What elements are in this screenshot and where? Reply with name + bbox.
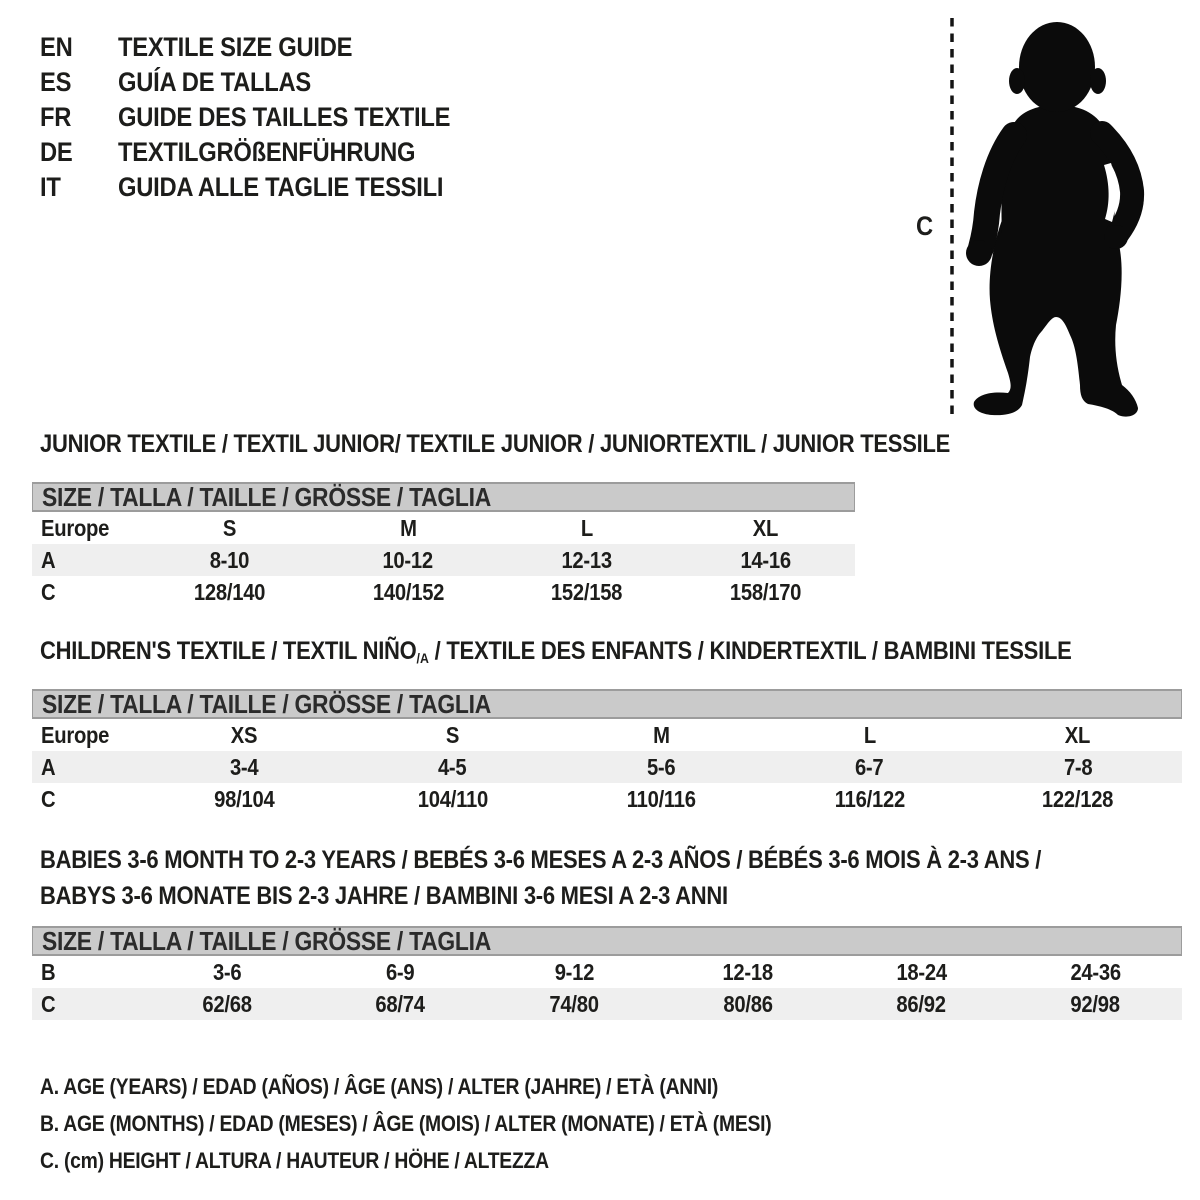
table-cell-text: 128/140 xyxy=(193,578,266,605)
table-cell xyxy=(1008,991,1182,1018)
table-row xyxy=(32,719,1182,751)
table-cell-text: 12-13 xyxy=(561,546,613,573)
table-row xyxy=(32,783,1182,815)
table-cell xyxy=(348,722,556,749)
table-cell xyxy=(140,786,348,813)
language-code xyxy=(40,67,118,98)
language-code-text: ES xyxy=(40,67,72,97)
language-title-list xyxy=(40,30,496,205)
language-row xyxy=(40,65,496,100)
table-cell-text: 110/116 xyxy=(626,785,696,812)
language-code-text: IT xyxy=(40,172,61,202)
junior-size-table xyxy=(32,482,855,608)
row-label-text: A xyxy=(41,753,56,780)
table-cell-text: XL xyxy=(1065,721,1091,748)
table-cell xyxy=(487,991,661,1018)
table-row xyxy=(32,512,855,544)
table-cell-text: 140/152 xyxy=(372,578,444,605)
language-code xyxy=(40,172,118,203)
language-code xyxy=(40,32,118,63)
table-cell xyxy=(140,754,348,781)
table-cell-text: 4-5 xyxy=(438,753,467,780)
row-label-text: C xyxy=(41,785,56,812)
table-cell-text: 74/80 xyxy=(549,990,599,1017)
table-cell-text: S xyxy=(222,514,236,541)
table-cell xyxy=(661,959,835,986)
table-cell xyxy=(140,579,319,606)
table-cell xyxy=(765,786,973,813)
size-header-text: SIZE / TALLA / TAILLE / GRÖSSE / TAGLIA xyxy=(42,481,491,512)
row-label xyxy=(32,786,140,813)
table-row xyxy=(32,956,1182,988)
footnote-line xyxy=(40,1142,871,1179)
table-cell-text: L xyxy=(580,514,593,541)
table-cell xyxy=(835,959,1009,986)
table-cell xyxy=(348,754,556,781)
table-cell xyxy=(498,547,677,574)
table-cell xyxy=(140,991,314,1018)
table-cell xyxy=(557,786,765,813)
children-heading-post: / TEXTILE DES ENFANTS / KINDERTEXTIL / BAMBINI TESSILE xyxy=(428,637,1072,665)
footnote-line xyxy=(40,1068,871,1105)
junior-heading-text: JUNIOR TEXTILE / TEXTIL JUNIOR/ TEXTILE JUNIOR / JUNIORTEXTIL / JUNIOR TESSILE xyxy=(40,430,951,458)
table-cell xyxy=(319,547,498,574)
row-label xyxy=(32,959,140,986)
table-cell xyxy=(676,579,855,606)
table-cell xyxy=(676,547,855,574)
table-cell-text: 14-16 xyxy=(740,546,791,573)
table-row xyxy=(32,988,1182,1020)
toddler-silhouette-icon xyxy=(966,22,1138,417)
row-label-text: A xyxy=(41,546,56,573)
table-cell-text: 158/170 xyxy=(729,578,802,605)
table-cell xyxy=(314,959,488,986)
table-cell-text: M xyxy=(399,514,417,541)
table-cell xyxy=(1008,959,1182,986)
table-cell-text: 62/68 xyxy=(202,990,252,1017)
language-title: GUÍA DE TALLAS xyxy=(118,67,311,97)
language-row xyxy=(40,135,496,170)
children-heading-subscript: /A xyxy=(416,650,429,666)
table-cell-text: 152/158 xyxy=(551,578,623,605)
language-title: GUIDA ALLE TAGLIE TESSILI xyxy=(118,172,444,202)
row-label-text: C xyxy=(41,578,56,605)
footnote-line xyxy=(40,1105,871,1142)
children-heading-pre: CHILDREN'S TEXTILE / TEXTIL NIÑO xyxy=(40,637,417,665)
row-label-text: Europe xyxy=(41,514,110,541)
height-measure-figure xyxy=(890,5,1150,425)
table-cell xyxy=(140,515,319,542)
junior-section-heading xyxy=(40,431,1074,457)
table-cell xyxy=(498,515,677,542)
language-title: GUIDE DES TAILLES TEXTILE xyxy=(118,102,451,132)
table-cell xyxy=(765,754,973,781)
size-header-text: SIZE / TALLA / TAILLE / GRÖSSE / TAGLIA xyxy=(42,925,491,956)
table-cell-text: M xyxy=(652,721,670,748)
table-cell-text: 68/74 xyxy=(375,990,426,1017)
row-label xyxy=(32,515,140,542)
footnote-legend xyxy=(40,1068,871,1179)
table-cell-text: 10-12 xyxy=(382,546,434,573)
table-cell xyxy=(140,722,348,749)
table-cell-text: 80/86 xyxy=(723,990,773,1017)
children-heading-text xyxy=(40,638,1072,667)
table-cell-text: 12-18 xyxy=(722,958,774,985)
children-section-heading xyxy=(40,638,1200,667)
babies-section-heading xyxy=(40,842,1178,914)
row-label xyxy=(32,991,140,1018)
table-cell xyxy=(765,722,973,749)
table-cell xyxy=(319,579,498,606)
table-cell xyxy=(140,547,319,574)
language-row xyxy=(40,30,496,65)
row-label-text: Europe xyxy=(41,721,110,748)
language-row xyxy=(40,170,496,205)
table-cell-text: 3-4 xyxy=(229,753,259,780)
babies-size-table xyxy=(32,926,1182,1020)
babies-heading-line2-text: BABYS 3-6 MONATE BIS 2-3 JAHRE / BAMBINI 3-6 MESI A 2-3 ANNI xyxy=(40,882,728,910)
table-cell xyxy=(314,991,488,1018)
footnote-text: A. AGE (YEARS) / EDAD (AÑOS) / ÂGE (ANS) / ALTER (JAHRE) / ETÀ (ANNI) xyxy=(40,1073,719,1099)
table-cell xyxy=(835,991,1009,1018)
table-cell xyxy=(676,515,855,542)
size-header-bar xyxy=(32,926,1182,956)
table-cell-text: 9-12 xyxy=(554,958,594,985)
table-cell xyxy=(557,722,765,749)
row-label-text: C xyxy=(41,990,56,1017)
language-code-text: DE xyxy=(40,137,73,167)
table-cell xyxy=(974,786,1182,813)
row-label xyxy=(32,722,140,749)
language-code-text: FR xyxy=(40,102,72,132)
children-size-table xyxy=(32,689,1182,815)
table-cell xyxy=(319,515,498,542)
table-cell-text: 24-36 xyxy=(1069,958,1121,985)
size-header-bar xyxy=(32,482,855,512)
row-label xyxy=(32,754,140,781)
table-cell-text: S xyxy=(445,721,460,748)
table-cell-text: XL xyxy=(752,514,779,541)
footnote-text: C. (cm) HEIGHT / ALTURA / HAUTEUR / HÖHE / ALTEZZA xyxy=(40,1147,549,1173)
table-cell-text: 7-8 xyxy=(1063,753,1093,780)
table-cell xyxy=(557,754,765,781)
language-title: TEXTILGRÖßENFÜHRUNG xyxy=(118,137,416,167)
babies-heading-line1-text: BABIES 3-6 MONTH TO 2-3 YEARS / BEBÉS 3-6 MESES A 2-3 AÑOS / BÉBÉS 3-6 MOIS À 2-3 ANS / xyxy=(40,846,1042,874)
size-header-text: SIZE / TALLA / TAILLE / GRÖSSE / TAGLIA xyxy=(42,688,491,719)
table-cell-text: 116/122 xyxy=(834,785,905,812)
table-cell-text: 6-7 xyxy=(855,753,884,780)
row-label-text: B xyxy=(41,958,56,985)
table-cell xyxy=(348,786,556,813)
row-label xyxy=(32,579,140,606)
table-cell xyxy=(498,579,677,606)
footnote-text: B. AGE (MONTHS) / EDAD (MESES) / ÂGE (MOIS) / ALTER (MONATE) / ETÀ (MESI) xyxy=(40,1110,772,1136)
table-cell xyxy=(140,959,314,986)
table-cell-text: 8-10 xyxy=(209,546,250,573)
table-cell-text: 6-9 xyxy=(386,958,415,985)
table-cell xyxy=(974,722,1182,749)
table-cell xyxy=(661,991,835,1018)
table-cell-text: 92/98 xyxy=(1070,990,1120,1017)
babies-heading-line2 xyxy=(40,878,1178,914)
table-row xyxy=(32,544,855,576)
table-cell-text: 104/110 xyxy=(417,785,488,812)
table-cell xyxy=(974,754,1182,781)
babies-heading-line1 xyxy=(40,842,1178,878)
table-cell xyxy=(487,959,661,986)
height-measure-label xyxy=(916,211,935,242)
table-cell-text: 86/92 xyxy=(896,990,947,1017)
table-cell-text: L xyxy=(863,721,876,748)
table-row xyxy=(32,751,1182,783)
table-cell-text: 18-24 xyxy=(896,958,947,985)
language-title: TEXTILE SIZE GUIDE xyxy=(118,32,353,62)
height-measure-label-text: C xyxy=(916,211,933,241)
table-cell-text: XS xyxy=(230,721,258,748)
language-code xyxy=(40,137,118,168)
language-row xyxy=(40,100,496,135)
table-cell-text: 98/104 xyxy=(214,785,275,812)
row-label xyxy=(32,547,140,574)
table-cell-text: 3-6 xyxy=(212,958,242,985)
language-code-text: EN xyxy=(40,32,73,62)
language-code xyxy=(40,102,118,133)
table-row xyxy=(32,576,855,608)
size-header-bar xyxy=(32,689,1182,719)
table-cell-text: 5-6 xyxy=(646,753,676,780)
table-cell-text: 122/128 xyxy=(1042,785,1114,812)
